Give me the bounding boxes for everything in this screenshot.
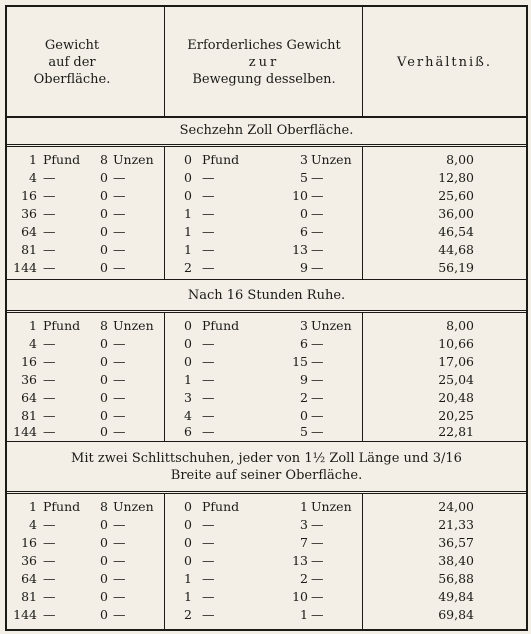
weight-value: 144 (13, 424, 37, 439)
force-unit: — (202, 535, 215, 550)
header-required-line: zur (248, 54, 280, 70)
force-value: 1 (300, 499, 308, 514)
force-value: 0 (184, 318, 192, 333)
force-unit: Unzen (311, 318, 352, 333)
force-value: 1 (184, 206, 192, 221)
force-value: 2 (300, 571, 308, 586)
ratio-value: 24,00 (438, 499, 474, 514)
weight-value: 36 (21, 553, 37, 568)
force-value: 1 (300, 607, 308, 622)
ratio-value: 69,84 (438, 607, 474, 622)
weight-value: 1 (29, 318, 37, 333)
table-row (7, 317, 526, 334)
ratio-value: 25,04 (438, 372, 474, 387)
force-unit: — (202, 571, 215, 586)
ratio-value: 25,60 (438, 188, 474, 203)
rule (5, 144, 528, 145)
force-unit: Unzen (311, 499, 352, 514)
ratio-value: 56,19 (438, 260, 474, 275)
weight-value: 0 (100, 607, 108, 622)
force-unit: — (202, 372, 215, 387)
ratio-value: 21,33 (438, 517, 474, 532)
weight-unit: — (43, 571, 56, 586)
table-row (7, 588, 526, 605)
force-unit: — (311, 553, 324, 568)
ratio-value: 20,25 (438, 408, 474, 423)
table-row (7, 423, 526, 440)
force-value: 0 (300, 408, 308, 423)
force-unit: — (202, 390, 215, 405)
weight-value: 64 (21, 390, 37, 405)
force-unit: — (202, 242, 215, 257)
force-value: 0 (184, 354, 192, 369)
header-weight (7, 8, 137, 116)
ratio-value: 12,80 (438, 170, 474, 185)
force-unit: — (311, 260, 324, 275)
force-value: 1 (184, 372, 192, 387)
weight-value: 0 (100, 553, 108, 568)
weight-value: 8 (100, 318, 108, 333)
weight-value: 0 (100, 224, 108, 239)
weight-unit: Pfund (43, 152, 81, 167)
weight-unit: — (43, 354, 56, 369)
force-value: 2 (300, 390, 308, 405)
force-unit: — (311, 571, 324, 586)
section-title (7, 122, 526, 139)
ratio-value: 38,40 (438, 553, 474, 568)
force-unit: Pfund (202, 318, 240, 333)
ratio-value: 49,84 (438, 589, 474, 604)
ratio-value: 22,81 (438, 424, 474, 439)
weight-unit: — (113, 571, 126, 586)
table-row (7, 389, 526, 406)
force-unit: — (202, 424, 215, 439)
table-row (7, 407, 526, 424)
table-row (7, 241, 526, 258)
weight-value: 0 (100, 390, 108, 405)
force-value: 3 (300, 517, 308, 532)
force-value: 10 (292, 589, 308, 604)
table-row (7, 371, 526, 388)
section-title (7, 450, 526, 484)
weight-unit: — (43, 535, 56, 550)
weight-value: 0 (100, 372, 108, 387)
weight-value: 16 (21, 188, 37, 203)
weight-unit: — (113, 260, 126, 275)
table-row (7, 606, 526, 623)
weight-unit: — (43, 224, 56, 239)
force-value: 2 (184, 260, 192, 275)
header-required-line: Erforderliches Gewicht (187, 37, 341, 53)
weight-value: 81 (21, 242, 37, 257)
weight-value: 64 (21, 571, 37, 586)
weight-unit: — (113, 424, 126, 439)
force-value: 1 (184, 242, 192, 257)
weight-unit: — (113, 517, 126, 532)
weight-value: 144 (13, 607, 37, 622)
weight-value: 8 (100, 152, 108, 167)
table-row (7, 205, 526, 222)
force-value: 0 (184, 152, 192, 167)
weight-unit: — (43, 517, 56, 532)
force-unit: — (202, 206, 215, 221)
weight-unit: — (113, 242, 126, 257)
force-value: 7 (300, 535, 308, 550)
force-unit: — (202, 260, 215, 275)
force-value: 0 (184, 517, 192, 532)
weight-unit: — (43, 260, 56, 275)
weight-unit: — (43, 589, 56, 604)
weight-value: 36 (21, 206, 37, 221)
force-unit: — (311, 224, 324, 239)
force-value: 6 (300, 336, 308, 351)
ratio-value: 8,00 (446, 318, 474, 333)
force-value: 6 (184, 424, 192, 439)
table-row (7, 169, 526, 186)
force-value: 13 (292, 242, 308, 257)
weight-unit: — (113, 390, 126, 405)
column-rule (362, 5, 363, 116)
force-value: 0 (184, 499, 192, 514)
weight-unit: — (43, 390, 56, 405)
weight-unit: — (43, 242, 56, 257)
header-required-weight (165, 8, 363, 116)
weight-unit: — (43, 206, 56, 221)
force-unit: — (311, 242, 324, 257)
force-value: 1 (184, 571, 192, 586)
rule (5, 310, 528, 311)
rule (5, 493, 528, 494)
force-value: 1 (184, 589, 192, 604)
weight-unit: — (43, 607, 56, 622)
weight-value: 81 (21, 589, 37, 604)
table-row (7, 187, 526, 204)
force-unit: — (311, 372, 324, 387)
weight-unit: — (43, 372, 56, 387)
weight-value: 0 (100, 260, 108, 275)
force-value: 9 (300, 372, 308, 387)
weight-unit: — (113, 589, 126, 604)
weight-value: 4 (29, 517, 37, 532)
force-unit: — (202, 553, 215, 568)
weight-value: 16 (21, 535, 37, 550)
force-unit: — (311, 188, 324, 203)
weight-value: 81 (21, 408, 37, 423)
force-value: 0 (184, 535, 192, 550)
weight-unit: — (113, 354, 126, 369)
weight-unit: Pfund (43, 499, 81, 514)
weight-value: 64 (21, 224, 37, 239)
force-unit: — (311, 424, 324, 439)
weight-unit: — (113, 535, 126, 550)
weight-unit: — (113, 607, 126, 622)
force-unit: — (202, 607, 215, 622)
weight-unit: — (43, 424, 56, 439)
weight-unit: — (43, 188, 56, 203)
force-unit: — (202, 589, 215, 604)
weight-value: 0 (100, 170, 108, 185)
force-value: 13 (292, 553, 308, 568)
table-row (7, 223, 526, 240)
weight-value: 1 (29, 152, 37, 167)
ratio-value: 36,00 (438, 206, 474, 221)
ratio-value: 56,88 (438, 571, 474, 586)
force-unit: — (311, 390, 324, 405)
weight-value: 0 (100, 336, 108, 351)
weight-unit: — (43, 408, 56, 423)
table-row (7, 534, 526, 551)
rule (5, 491, 528, 492)
force-value: 10 (292, 188, 308, 203)
force-value: 0 (184, 336, 192, 351)
table-row (7, 570, 526, 587)
ratio-value: 44,68 (438, 242, 474, 257)
table-row (7, 516, 526, 533)
rule (5, 146, 528, 147)
force-unit: Pfund (202, 152, 240, 167)
weight-value: 36 (21, 372, 37, 387)
ratio-value: 8,00 (446, 152, 474, 167)
weight-value: 0 (100, 354, 108, 369)
force-unit: — (311, 206, 324, 221)
weight-unit: — (43, 170, 56, 185)
table-row (7, 498, 526, 515)
force-unit: — (202, 188, 215, 203)
weight-unit: — (113, 372, 126, 387)
rule (5, 441, 528, 442)
weight-value: 0 (100, 535, 108, 550)
force-unit: — (311, 408, 324, 423)
force-unit: — (311, 336, 324, 351)
weight-value: 4 (29, 170, 37, 185)
table-row (7, 335, 526, 352)
force-unit: — (311, 589, 324, 604)
weight-unit: — (113, 170, 126, 185)
weight-value: 0 (100, 242, 108, 257)
header-weight-line: Oberfläche. (33, 71, 111, 87)
header-required-line: Bewegung desselben. (192, 71, 336, 87)
header-weight-line: Gewicht (44, 37, 100, 53)
force-unit: — (311, 535, 324, 550)
section-title-line: Breite auf seiner Oberfläche. (170, 468, 363, 483)
force-unit: — (202, 336, 215, 351)
force-unit: — (202, 224, 215, 239)
header-ratio-line: Verhältniß. (397, 54, 492, 70)
ratio-value: 17,06 (438, 354, 474, 369)
force-value: 3 (300, 318, 308, 333)
force-value: 3 (184, 390, 192, 405)
ratio-value: 46,54 (438, 224, 474, 239)
weight-value: 0 (100, 571, 108, 586)
force-value: 5 (300, 170, 308, 185)
weight-value: 0 (100, 206, 108, 221)
section-title (7, 287, 526, 304)
weight-unit: — (113, 553, 126, 568)
force-unit: — (311, 517, 324, 532)
column-rule (164, 5, 165, 116)
weight-value: 4 (29, 336, 37, 351)
weight-value: 0 (100, 188, 108, 203)
force-unit: — (202, 408, 215, 423)
force-unit: — (202, 517, 215, 532)
section-title-line: Mit zwei Schlittschuhen, jeder von 1½ Zoll Länge und 3/16 (71, 451, 462, 466)
section-title-line: Sechzehn Zoll Oberfläche. (179, 123, 354, 138)
table-row (7, 552, 526, 569)
weight-unit: — (43, 336, 56, 351)
weight-value: 16 (21, 354, 37, 369)
force-unit: — (311, 354, 324, 369)
header-ratio (363, 8, 526, 116)
force-value: 0 (184, 188, 192, 203)
weight-unit: — (43, 553, 56, 568)
weight-unit: Pfund (43, 318, 81, 333)
force-unit: Unzen (311, 152, 352, 167)
force-value: 6 (300, 224, 308, 239)
force-unit: — (202, 354, 215, 369)
force-unit: — (311, 170, 324, 185)
table-row (7, 259, 526, 276)
weight-value: 0 (100, 589, 108, 604)
ratio-value: 36,57 (438, 535, 474, 550)
header-weight-line: auf der (48, 54, 96, 70)
force-value: 0 (300, 206, 308, 221)
rule (5, 116, 528, 118)
force-value: 15 (292, 354, 308, 369)
force-value: 5 (300, 424, 308, 439)
rule (5, 312, 528, 313)
weight-unit: Unzen (113, 318, 154, 333)
force-value: 3 (300, 152, 308, 167)
force-value: 0 (184, 170, 192, 185)
weight-unit: Unzen (113, 152, 154, 167)
weight-unit: — (113, 188, 126, 203)
section-title-line: Nach 16 Stunden Ruhe. (187, 288, 346, 303)
table-row (7, 353, 526, 370)
weight-value: 0 (100, 424, 108, 439)
force-value: 4 (184, 408, 192, 423)
weight-value: 8 (100, 499, 108, 514)
ratio-value: 20,48 (438, 390, 474, 405)
force-value: 2 (184, 607, 192, 622)
weight-unit: Unzen (113, 499, 154, 514)
weight-value: 0 (100, 517, 108, 532)
ratio-value: 10,66 (438, 336, 474, 351)
weight-value: 0 (100, 408, 108, 423)
force-value: 9 (300, 260, 308, 275)
force-unit: — (202, 170, 215, 185)
weight-unit: — (113, 206, 126, 221)
weight-value: 144 (13, 260, 37, 275)
rule (5, 279, 528, 280)
force-unit: Pfund (202, 499, 240, 514)
weight-value: 1 (29, 499, 37, 514)
force-value: 1 (184, 224, 192, 239)
force-value: 0 (184, 553, 192, 568)
table-row (7, 151, 526, 168)
weight-unit: — (113, 336, 126, 351)
force-unit: — (311, 607, 324, 622)
weight-unit: — (113, 224, 126, 239)
weight-unit: — (113, 408, 126, 423)
